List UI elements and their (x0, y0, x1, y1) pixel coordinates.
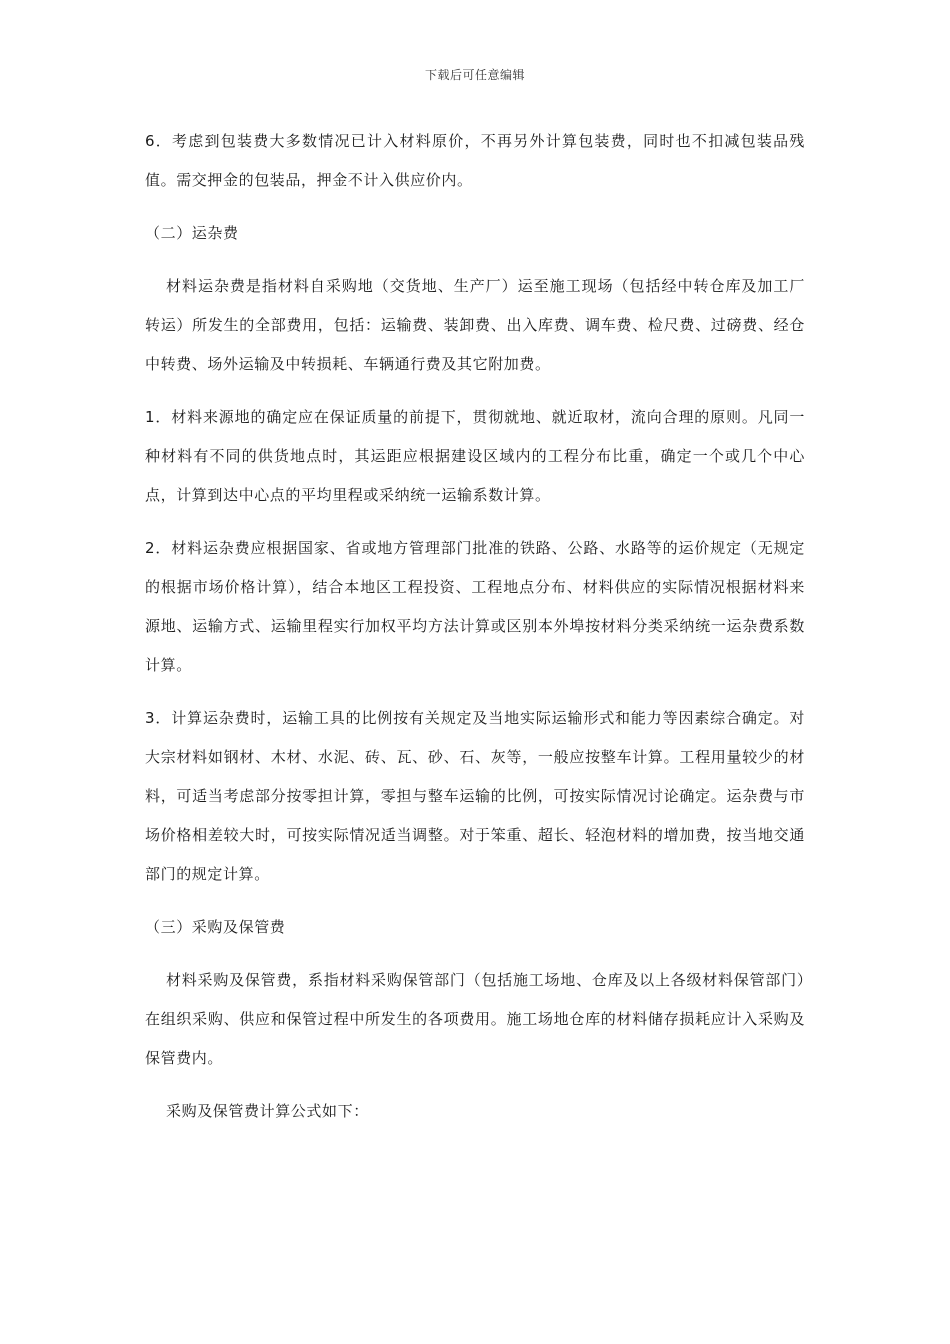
paragraph-item-6: 6．考虑到包装费大多数情况已计入材料原价，不再另外计算包装费，同时也不扣减包装品残值。需交押金的包装品，押金不计入供应价内。 (145, 132, 805, 189)
section-heading-procurement: （三）采购及保管费 (145, 918, 286, 936)
paragraph-item-2: 2．材料运杂费应根据国家、省或地方管理部门批准的铁路、公路、水路等的运价规定（无规定的根据市场价格计算），结合本地区工程投资、工程地点分布、材料供应的实际情况根据材料来源地、运输方式、运输里程实行加权平均方法计算或区别本外埠按材料分类采纳统一运杂费系数计算。 (145, 539, 805, 674)
paragraph-procurement-intro: 材料采购及保管费，系指材料采购保管部门（包括施工场地、仓库及以上各级材料保管部门）在组织采购、供应和保管过程中所发生的各项费用。施工场地仓库的材料储存损耗应计入采购及保管费内。 (145, 971, 805, 1067)
document-body (145, 122, 805, 1145)
paragraph-item-3: 3．计算运杂费时，运输工具的比例按有关规定及当地实际运输形式和能力等因素综合确定。对大宗材料如钢材、木材、水泥、砖、瓦、砂、石、灰等，一般应按整车计算。工程用量较少的材料，可适当考虑部分按零担计算，零担与整车运输的比例，可按实际情况讨论确定。运杂费与市场价格相差较大时，可按实际情况适当调整。对于笨重、超长、轻泡材料的增加费，按当地交通部门的规定计算。 (145, 709, 805, 883)
section-heading-transport: （二）运杂费 (145, 224, 239, 242)
paragraph-formula-intro: 采购及保管费计算公式如下： (166, 1102, 369, 1120)
paragraph-transport-intro: 材料运杂费是指材料自采购地（交货地、生产厂）运至施工现场（包括经中转仓库及加工厂转运）所发生的全部费用，包括：运输费、装卸费、出入库费、调车费、检尺费、过磅费、经仓中转费、场外运输及中转损耗、车辆通行费及其它附加费。 (145, 277, 805, 373)
page-header: 下载后可任意编辑 (424, 68, 525, 82)
paragraph-item-1: 1．材料来源地的确定应在保证质量的前提下，贯彻就地、就近取材，流向合理的原则。凡同一种材料有不同的供货地点时，其运距应根据建设区域内的工程分布比重，确定一个或几个中心点，计算到达中心点的平均里程或采纳统一运输系数计算。 (145, 408, 805, 504)
